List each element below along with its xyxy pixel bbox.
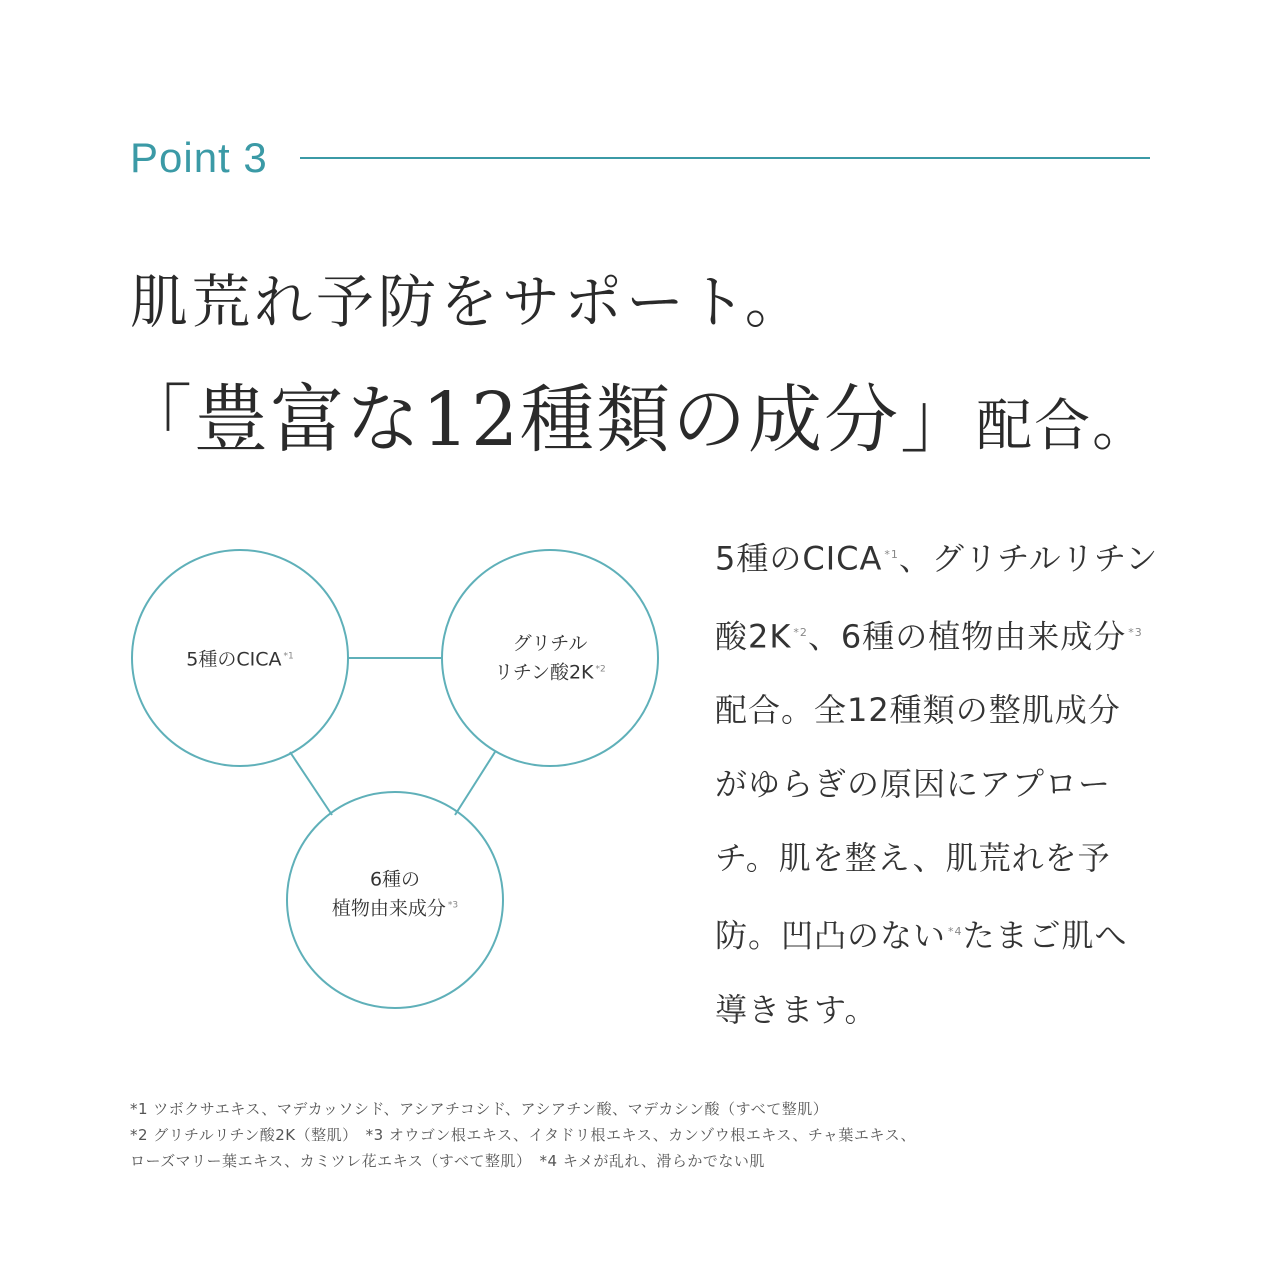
description-line: 酸2K $^{*2}$、6種の植物由来成分 $^{*3}$ <box>715 617 1143 656</box>
circle-glyc-line1: グリチル <box>512 632 588 655</box>
footnote-line2: *2 グリチルリチン酸2K（整肌） *3 オウゴン根エキス、イタドリ根エキス、カンゾウ根エキス、チャ葉エキス、 <box>130 1126 917 1144</box>
circle-glyc-note: *2 <box>595 664 606 675</box>
circle-cica-note: *1 <box>283 651 294 662</box>
description <box>715 518 1165 1047</box>
circle-plant-line1: 6種の <box>369 868 421 891</box>
description-line: 5種のCICA $^{*1}$、グリチルリチン <box>715 539 1159 578</box>
connector-1-3 <box>290 752 332 815</box>
circle-plant-line2: 植物由来成分 <box>331 897 446 920</box>
point-header <box>130 128 1150 188</box>
description-line: チ。肌を整え、肌荒れを予 <box>715 839 1111 878</box>
circle-glyc-line2: リチン酸2K <box>494 661 594 684</box>
point-label: Point 3 <box>130 134 268 181</box>
circle-label-plant <box>332 866 458 921</box>
diagram-svg <box>120 530 680 1010</box>
description-line: がゆらぎの原因にアプロー <box>715 765 1112 804</box>
circle-cica-text: 5種のCICA <box>186 648 282 671</box>
footnote-line3: ローズマリー葉エキス、カミツレ花エキス（すべて整肌） *4 キメが乱れ、滑らかでない肌 <box>130 1152 765 1170</box>
circle-label-glycyrrhizinate <box>494 630 605 685</box>
headline-suffix: 配合。 <box>976 394 1151 459</box>
connector-2-3 <box>455 752 495 815</box>
footnote-line1: *1 ツボクサエキス、マデカッソシド、アシアチコシド、アシアチン酸、マデカシン酸（すべて整肌） <box>130 1100 829 1118</box>
description-line: 防。凹凸のない $^{*4}$たまご肌へ <box>715 916 1128 955</box>
headline-line1: 肌荒れ予防をサポート。 <box>130 268 807 336</box>
point-divider <box>300 157 1150 159</box>
description-line: 導きます。 <box>715 990 878 1029</box>
ingredient-diagram <box>120 530 680 1010</box>
circle-label-cica <box>186 643 293 672</box>
description-line: 配合。全12種類の整肌成分 <box>715 691 1121 730</box>
headline-line2 <box>118 370 1258 490</box>
circle-plant-note: *3 <box>447 900 459 911</box>
headline-emphasis: 「豊富な12種類の成分」 <box>118 377 977 463</box>
footnotes <box>130 1096 1170 1174</box>
